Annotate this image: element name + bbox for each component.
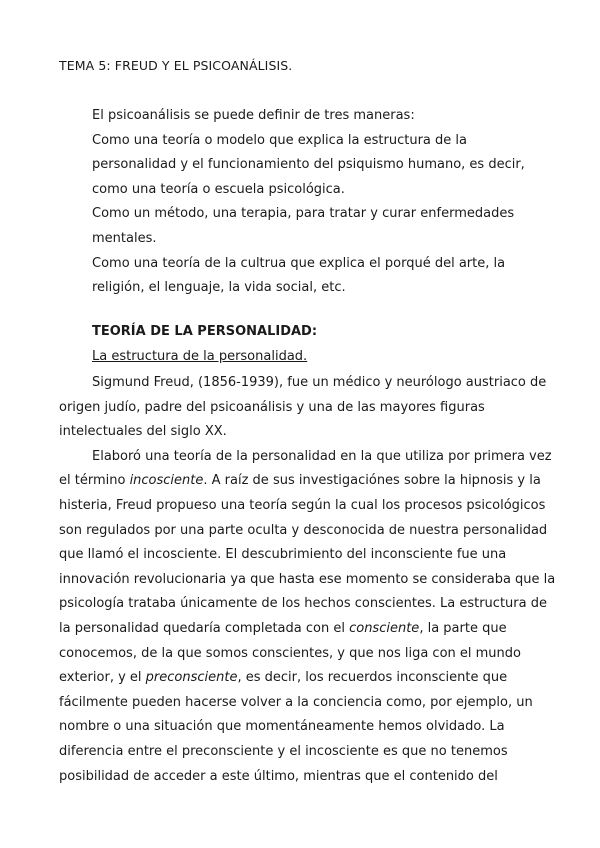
text-run: exterior, y el <box>59 670 146 686</box>
text-run: . A raíz de sus investigaciónes sobre la hipnosis y la <box>203 473 541 489</box>
intro-line: Como una teoría de la cultrua que explica el porqué del arte, la <box>92 255 506 271</box>
emphasis-term: preconsciente <box>145 670 238 686</box>
text-run: , es decir, los recuerdos inconsciente que <box>237 670 508 686</box>
text-run: la personalidad quedaría completada con el <box>59 620 350 636</box>
paragraph-line: intelectuales del siglo XX. <box>59 424 227 440</box>
paragraph-line: conocemos, de la que somos conscientes, y que nos liga con el mundo <box>59 645 521 661</box>
intro-line: mentales. <box>92 230 157 246</box>
paragraph-line: nombre o una situación que momentáneamente hemos olvidado. La <box>59 719 505 735</box>
intro-line: religión, el lenguaje, la vida social, etc. <box>92 280 346 296</box>
paragraph-line <box>59 469 541 494</box>
paragraph-line: son regulados por una parte oculta y desconocida de nuestra personalidad <box>59 522 548 538</box>
section-heading: TEORÍA DE LA PERSONALIDAD: <box>92 324 318 339</box>
emphasis-term: consciente <box>349 620 420 636</box>
paragraph-line <box>59 666 541 691</box>
intro-block <box>92 104 532 301</box>
intro-line: personalidad y el funcionamiento del psiquismo humano, es decir, <box>92 157 525 173</box>
intro-line: como una teoría o escuela psicológica. <box>92 181 345 197</box>
intro-line: Como un método, una terapia, para tratar y curar enfermedades <box>92 206 515 222</box>
intro-lead: El psicoanálisis se puede definir de tres maneras: <box>92 108 415 123</box>
section-subheading: La estructura de la personalidad. <box>92 349 308 364</box>
paragraph-line: diferencia entre el preconsciente y el incosciente es que no tenemos <box>59 743 508 759</box>
body-text <box>59 371 556 789</box>
emphasis-term: incosciente <box>129 473 204 489</box>
intro-line: Como una teoría o modelo que explica la estructura de la <box>92 132 467 148</box>
paragraph-line: Elaboró una teoría de la personalidad en la que utiliza por primera vez <box>92 448 552 464</box>
document-title: TEMA 5: FREUD Y EL PSICOANÁLISIS. <box>59 58 293 73</box>
paragraph-line: que llamó el incosciente. El descubrimiento del inconsciente fue una <box>59 547 507 563</box>
paragraph-line: fácilmente pueden hacerse volver a la conciencia como, por ejemplo, un <box>59 694 533 710</box>
paragraph-line: posibilidad de acceder a este último, mientras que el contenido del <box>59 768 498 784</box>
paragraph-line: origen judío, padre del psicoanálisis y una de las mayores figuras <box>59 399 485 415</box>
paragraph-line: innovación revolucionaria ya que hasta ese momento se consideraba que la <box>59 571 556 587</box>
text-run: el término <box>59 473 130 489</box>
paragraph-line: Sigmund Freud, (1856-1939), fue un médico y neurólogo austriaco de <box>92 375 547 390</box>
paragraph-line <box>59 617 541 642</box>
paragraph-line: histeria, Freud propueso una teoría según la cual los procesos psicológicos <box>59 497 546 513</box>
text-run: , la parte que <box>419 620 507 636</box>
paragraph-line: psicología trataba únicamente de los hechos conscientes. La estructura de <box>59 596 547 612</box>
